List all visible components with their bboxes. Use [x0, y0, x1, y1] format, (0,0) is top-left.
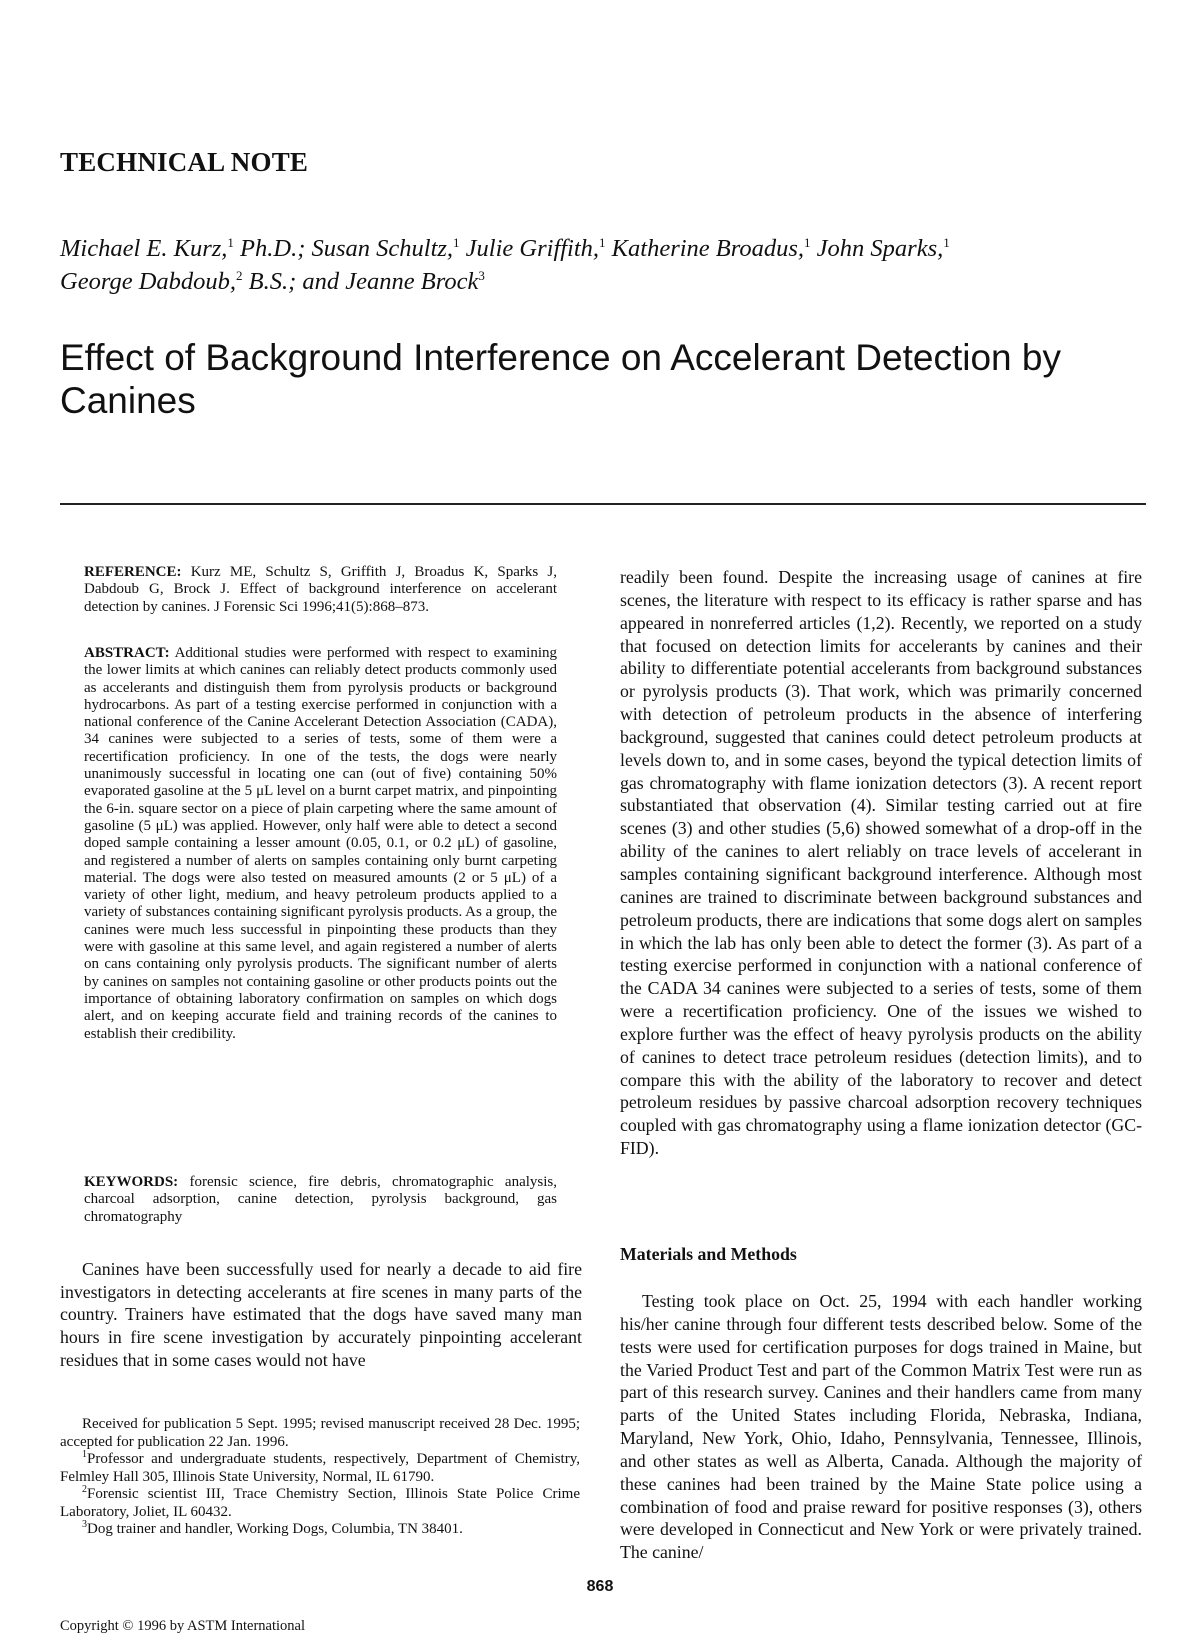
footnote	[60, 1451, 580, 1486]
body-paragraph: readily been found. Despite the increasing usage of canines at fire scenes, the literature with respect to its efficacy is rather sparse and has appeared in nonreferred articles (1,2). Recently, we reported on a study that focused on detection limits for accelerants by canines and their ability to differentiate potential accelerants from background substances or pyrolysis products (3). That work, which was primarily concerned with detection of petroleum products in the absence of interfering background, suggested that canines could detect petroleum products at levels down to, and in some cases, beyond the typical detection limits of gas chromatography with flame ionization detectors (3). A recent report substantiated that observation (4). Similar testing carried out at fire scenes (3) and other studies (5,6) showed somewhat of a drop-off in the ability of the canines to alert reliably on trace levels of accelerant in samples containing significant background interference. Although most canines are trained to discriminate between background substances and petroleum products, there are indications that some dogs alert on samples in which the lab has only been able to detect the former (3). As part of a testing exercise performed in conjunction with a national conference of the CADA 34 canines were subjected to a series of tests, some of them were a recertification proficiency. One of the issues we wished to explore further was the effect of heavy pyrolysis products on the ability of canines to detect trace petroleum residues (detection limits), and to compare this with the ability of the laboratory to recover and detect petroleum residues by passive charcoal adsorption recovery techniques coupled with gas chromatography using a flame ionization detector (GC-FID).	[620, 567, 1142, 1159]
footnote-mark: 3	[82, 1519, 87, 1530]
author-name: Katherine Broadus,	[611, 235, 805, 262]
author-affiliation-mark: 1	[804, 235, 811, 250]
author-suffix: B.S.; and	[242, 268, 346, 295]
author-list	[60, 232, 1140, 298]
footnote	[60, 1521, 580, 1539]
section-heading: Materials and Methods	[620, 1244, 797, 1264]
author-name: Julie Griffith,	[465, 235, 600, 262]
footnote-mark: 2	[82, 1484, 87, 1495]
author-affiliation-mark: 1	[453, 235, 460, 250]
footnote-text: Forensic scientist III, Trace Chemistry Section, Illinois State Police Crime Laboratory, Joliet, IL 60432.	[60, 1486, 580, 1520]
author-affiliation-mark: 1	[943, 235, 950, 250]
received-note: Received for publication 5 Sept. 1995; revised manuscript received 28 Dec. 1995; accepted for publication 22 Jan. 1996.	[60, 1416, 580, 1450]
footnote-text: Professor and undergraduate students, respectively, Department of Chemistry, Felmley Hall 305, Illinois State University, Normal, IL 61790.	[60, 1451, 580, 1485]
page-number: 868	[586, 1578, 614, 1595]
keywords-text: forensic science, fire debris, chromatographic analysis, charcoal adsorption, canine detection, pyrolysis background, gas chromatography	[84, 1174, 557, 1225]
paper-title: Effect of Background Interference on Accelerant Detection by Canines	[60, 337, 1061, 421]
keywords-block	[84, 1174, 557, 1226]
author-name: Jeanne Brock	[345, 268, 479, 295]
footnote-text: Dog trainer and handler, Working Dogs, Columbia, TN 38401.	[87, 1521, 463, 1537]
copyright: Copyright © 1996 by ASTM International	[60, 1618, 306, 1634]
author-name: John Sparks,	[816, 235, 944, 262]
abstract-label: ABSTRACT:	[84, 645, 170, 661]
author-name: Susan Schultz,	[311, 235, 454, 262]
author-affiliation-mark: 1	[227, 235, 234, 250]
author-name: George Dabdoub,	[60, 268, 237, 295]
author-suffix: Ph.D.;	[233, 235, 312, 262]
body-paragraph: Testing took place on Oct. 25, 1994 with each handler working his/her canine through four different tests described below. Some of the tests were used for certification purposes for dogs trained in Maine, but the Varied Product Test and part of the Common Matrix Test were run as part of this research survey. Canines and their handlers came from many parts of the United States including Florida, Nebraska, Indiana, Maryland, New York, Ohio, Idaho, Pennsylvania, Tennessee, Illinois, and other states as well as Alberta, Canada. Although the majority of these canines had been trained by the Maine State police using a combination of food and praise reward for positive responses (3), others were developed in Connecticut and New York or were privately trained. The canine/	[620, 1291, 1142, 1563]
footnote	[60, 1486, 580, 1521]
section-label: TECHNICAL NOTE	[60, 147, 309, 177]
footnote-mark: 1	[82, 1449, 87, 1460]
intro-paragraph: Canines have been successfully used for nearly a decade to aid fire investigators in detecting accelerants at fire scenes in many parts of the country. Trainers have estimated that the dogs have saved many man hours in fire scene investigation by accurately pinpointing accelerant residues that in some cases would not have	[60, 1259, 582, 1370]
footnotes	[60, 1416, 580, 1539]
keywords-label: KEYWORDS:	[84, 1174, 179, 1190]
abstract-text: Additional studies were performed with respect to examining the lower limits at which canines can reliably detect products commonly used as accelerants and distinguish them from pyrolysis products or background hydrocarbons. As part of a testing exercise performed in conjunction with a national conference of the Canine Accelerant Detection Association (CADA), 34 canines were subjected to a series of tests, some of them were a recertification proficiency. In one of the tests, the dogs were nearly unanimously successful in locating one can (out of five) containing 50% evaporated gasoline at the 5 μL level on a burnt carpet matrix, and pinpointing the 6-in. square sector on a piece of plain carpeting where the same amount of gasoline (5 μL) was applied. However, only half were able to detect a second doped sample containing a lesser amount (0.05, 0.1, or 0.2 μL) of gasoline, and registered a number of alerts on samples containing only burnt carpeting material. The dogs were also tested on measured amounts (2 or 5 μL) of a variety of other light, medium, and heavy petroleum products applied to a variety of substances containing significant pyrolysis products. As a group, the canines were much less successful in pinpointing these products than they were with gasoline at this same level, and again registered a number of alerts on cans containing only pyrolysis products. The significant number of alerts by canines on samples not containing gasoline or other products points out the importance of obtaining laboratory confirmation on samples on which dogs alert, and on keeping accurate field and training records of the canines to establish their credibility.	[84, 645, 557, 1042]
reference-block	[84, 564, 557, 616]
author-affiliation-mark: 3	[478, 268, 485, 283]
author-affiliation-mark: 1	[599, 235, 606, 250]
reference-label: REFERENCE:	[84, 564, 182, 580]
author-affiliation-mark: 2	[236, 268, 243, 283]
author-name: Michael E. Kurz,	[60, 235, 228, 262]
title-divider	[60, 503, 1146, 505]
abstract-block	[84, 645, 557, 1043]
reference-text: Kurz ME, Schultz S, Griffith J, Broadus K, Sparks J, Dabdoub G, Brock J. Effect of background interference on accelerant detection by canines. J Forensic Sci 1996;41(5):868–873.	[84, 564, 557, 615]
